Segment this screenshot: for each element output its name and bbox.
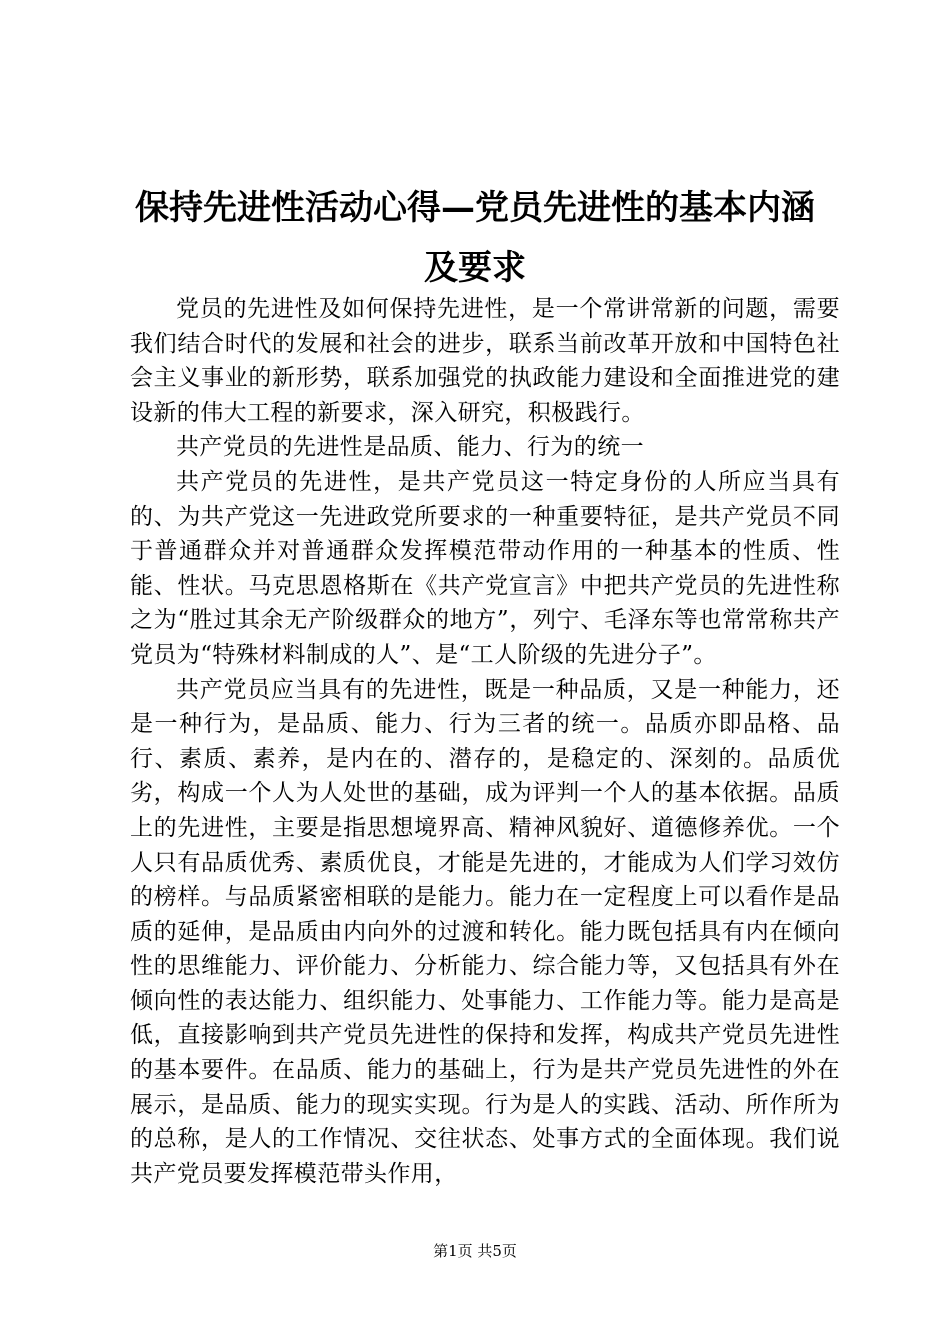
document-title — [100, 178, 850, 298]
title-line-1: 保持先进性活动心得—党员先进性的基本内涵 — [135, 188, 815, 228]
paragraph-intro: 党员的先进性及如何保持先进性，是一个常讲常新的问题，需要我们结合时代的发展和社会的进步，联系当前改革开放和中国特色社会主义事业的新形势，联系加强党的执政能力建设和全面推进党的建设新的伟大工程的新要求，深入研究，积极践行。 — [130, 296, 840, 426]
paragraph-unity: 共产党员应当具有的先进性，既是一种品质，又是一种能力，还是一种行为，是品质、能力、行为三者的统一。品质亦即品格、品行、素质、素养，是内在的、潜存的，是稳定的、深刻的。品质优劣，构成一个人为人处世的基础，成为评判一个人的基本依据。品质上的先进性，主要是指思想境界高、精神风貌好、道德修养优。一个人只有品质优秀、素质优良，才能是先进的，才能成为人们学习效仿的榜样。与品质紧密相联的是能力。能力在一定程度上可以看作是品质的延伸，是品质由内向外的过渡和转化。能力既包括具有内在倾向性的思维能力、评价能力、分析能力、综合能力等，又包括具有外在倾向性的表达能力、组织能力、处事能力、工作能力等。能力是高是低，直接影响到共产党员先进性的保持和发挥，构成共产党员先进性的基本要件。在品质、能力的基础上，行为是共产党员先进性的外在展示，是品质、能力的现实实现。行为是人的实践、活动、所作所为的总称，是人的工作情况、交往状态、处事方式的全面体现。我们说共产党员要发挥模范带头作用， — [130, 676, 840, 1187]
section-heading: 共产党员的先进性是品质、能力、行为的统一 — [176, 434, 644, 461]
document-body — [130, 292, 840, 1191]
page-footer: 第1页 共5页 — [433, 1242, 517, 1260]
paragraph-definition: 共产党员的先进性，是共产党员这一特定身份的人所应当具有的、为共产党这一先进政党所要求的一种重要特征，是共产党员不同于普通群众并对普通群众发挥模范带动作用的一种基本的性质、性能、性状。马克思恩格斯在《共产党宣言》中把共产党员的先进性称之为“胜过其余无产阶级群众的地方”，列宁、毛泽东等也常常称共产党员为“特殊材料制成的人”、是“工人阶级的先进分子”。 — [130, 468, 840, 668]
title-line-2: 及要求 — [424, 248, 526, 288]
